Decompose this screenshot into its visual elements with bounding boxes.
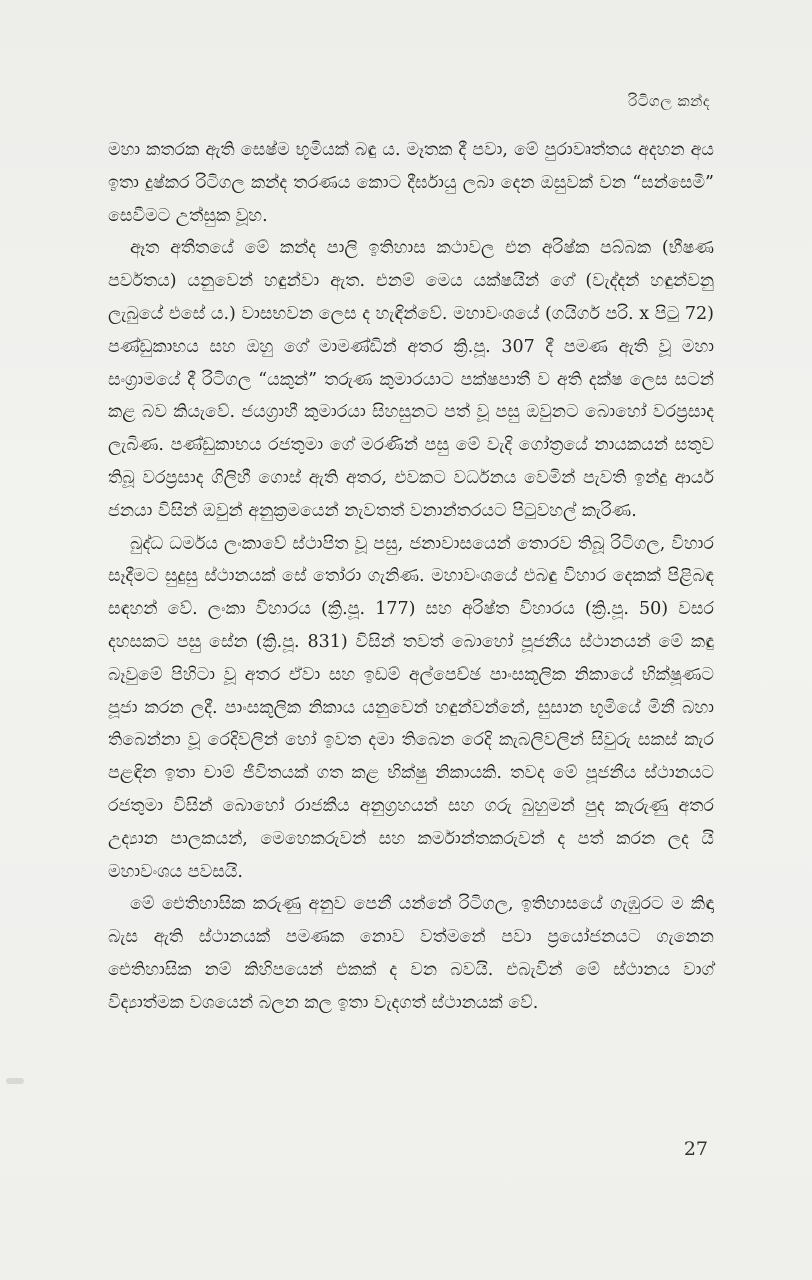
paragraph-2: ඈත අතීතයේ මේ කන්ද පාලි ඉතිහාස කථාවල එන අරිෂ්ක පබ්බක (භීෂණ පර්වතය) යනුවෙන් හඳුන්වා ඇත. එනම් මෙය යක්ෂයින් ගේ (වැද්දන් හඳුන්වනු ලැබුයේ එසේ ය.) වාසභවන ලෙස ද හැඳින්වේ. මහාවංශයේ (ගයිගර් පරි. x පිටු 72) පණ්ඩුකාභය සහ ඔහු ගේ මාමණ්ඩින් අතර ක්‍රි.පූ. 307 දී පමණ ඇති වූ මහා සංග්‍රාමයේ දී රිටිගල “යකුන්” තරුණ කුමාරයාට පක්ෂපාතී ව අති දක්ෂ ලෙස සටන් කළ බව කියැවේ. ජයග්‍රාහී කුමාරයා සිහසුනට පත් වූ පසු ඔවුනට බොහෝ වරප්‍රසාද ලැබිණ. පණ්ඩුකාභය රජතුමා ගේ මරණින් පසු මේ වැදි ගෝත්‍රයේ නායකයන් සතුව තිබූ වරප්‍රසාද ගිලිහී ගොස් ඇති අතර, එවකට වර්ධනය වෙමින් පැවති ඉන්දු ආර්ය ජනයා විසින් ඔවුන් අනුක්‍රමයෙන් නැවතත් වනාන්තරයට පිටුවහල් කැරිණ.	[108, 238, 714, 521]
body-text	[108, 134, 714, 1020]
paragraph-4: මේ ඓතිහාසික කරුණු අනුව පෙනී යන්නේ රිටිගල, ඉතිහාසයේ ගැඹුරට ම කිඳා බැස ඇති ස්ථානයක් පමණක නොව වත්මනේ පවා ප්‍රයෝජනයට ගැනෙන ඓතිහාසික නම් කිහිපයෙන් එකක් ද වන බවයි. එබැවින් මේ ස්ථානය වාග් විද්‍යාත්මක වශයෙන් බලන කල ඉතා වැදගත් ස්ථානයක් වේ.	[108, 894, 714, 1013]
page-smudge	[6, 1078, 24, 1084]
page-number: 27	[683, 1138, 708, 1160]
paragraph-1: මහා කතරක ඇති සෙෂ්ම භූමියක් බඳු ය. මෑතක දී පවා, මේ පුරාවෘත්තය අදහන අය ඉතා දුෂ්කර රිටිගල කන්ද තරණය කොට දීර්ඝායු ලබා දෙන ඔසුවක් වන “සන්සෙමී” සෙවීමට උත්සුක වූහ.	[108, 140, 714, 226]
paragraph-3: බුද්ධ ධර්මය ලංකාවේ ස්ථාපිත වූ පසු, ජනාවාසයෙන් තොරව තිබූ රිටිගල, විහාර සෑදීමට සුදුසු ස්ථානයක් සේ තෝරා ගැනිණ. මහාවංශයේ එබඳු විහාර දෙකක් පිළිබඳ සඳහන් වේ. ලංකා විහාරය (ක්‍රි.පූ. 177) සහ අරිෂ්ත විහාරය (ක්‍රි.පූ. 50) වසර දහසකට පසු සේන (ක්‍රි.පූ. 831) විසින් තවත් බොහෝ පූජනීය ස්ථානයන් මේ කඳු බෑවුමේ පිහිටා වූ අතර ඒවා සහ ඉඩම් අල්පෙච්ඡ පාංසකූලික නිකායේ භික්ෂූණට පූජා කරන ලදී. පාංසකූලික නිකාය යනුවෙන් හඳුන්වන්නේ, සුසාන භූමියේ මිනී බහා තිබෙන්නා වූ රෙදිවලින් හෝ ඉවත දමා තිබෙන රෙදි කැබලිවලින් සිවුරු සකස් කැර පළඳින ඉතා චාම් ජීවිතයක් ගත කළ භික්ෂු නිකායකි. තවද මේ පූජනීය ස්ථානයට රජතුමා විසින් බොහෝ රාජකීය අනුග්‍රහයන් සහ ගරු බුහුමන් පුද කැරුණු අතර උද්‍යාන පාලකයන්, මෙහෙකරුවන් සහ කර්මාන්තකරුවන් ද පත් කරන ලද යි මහාවංශය පවසයි.	[108, 533, 714, 882]
running-head: රිටිගල කන්ද	[628, 92, 710, 110]
